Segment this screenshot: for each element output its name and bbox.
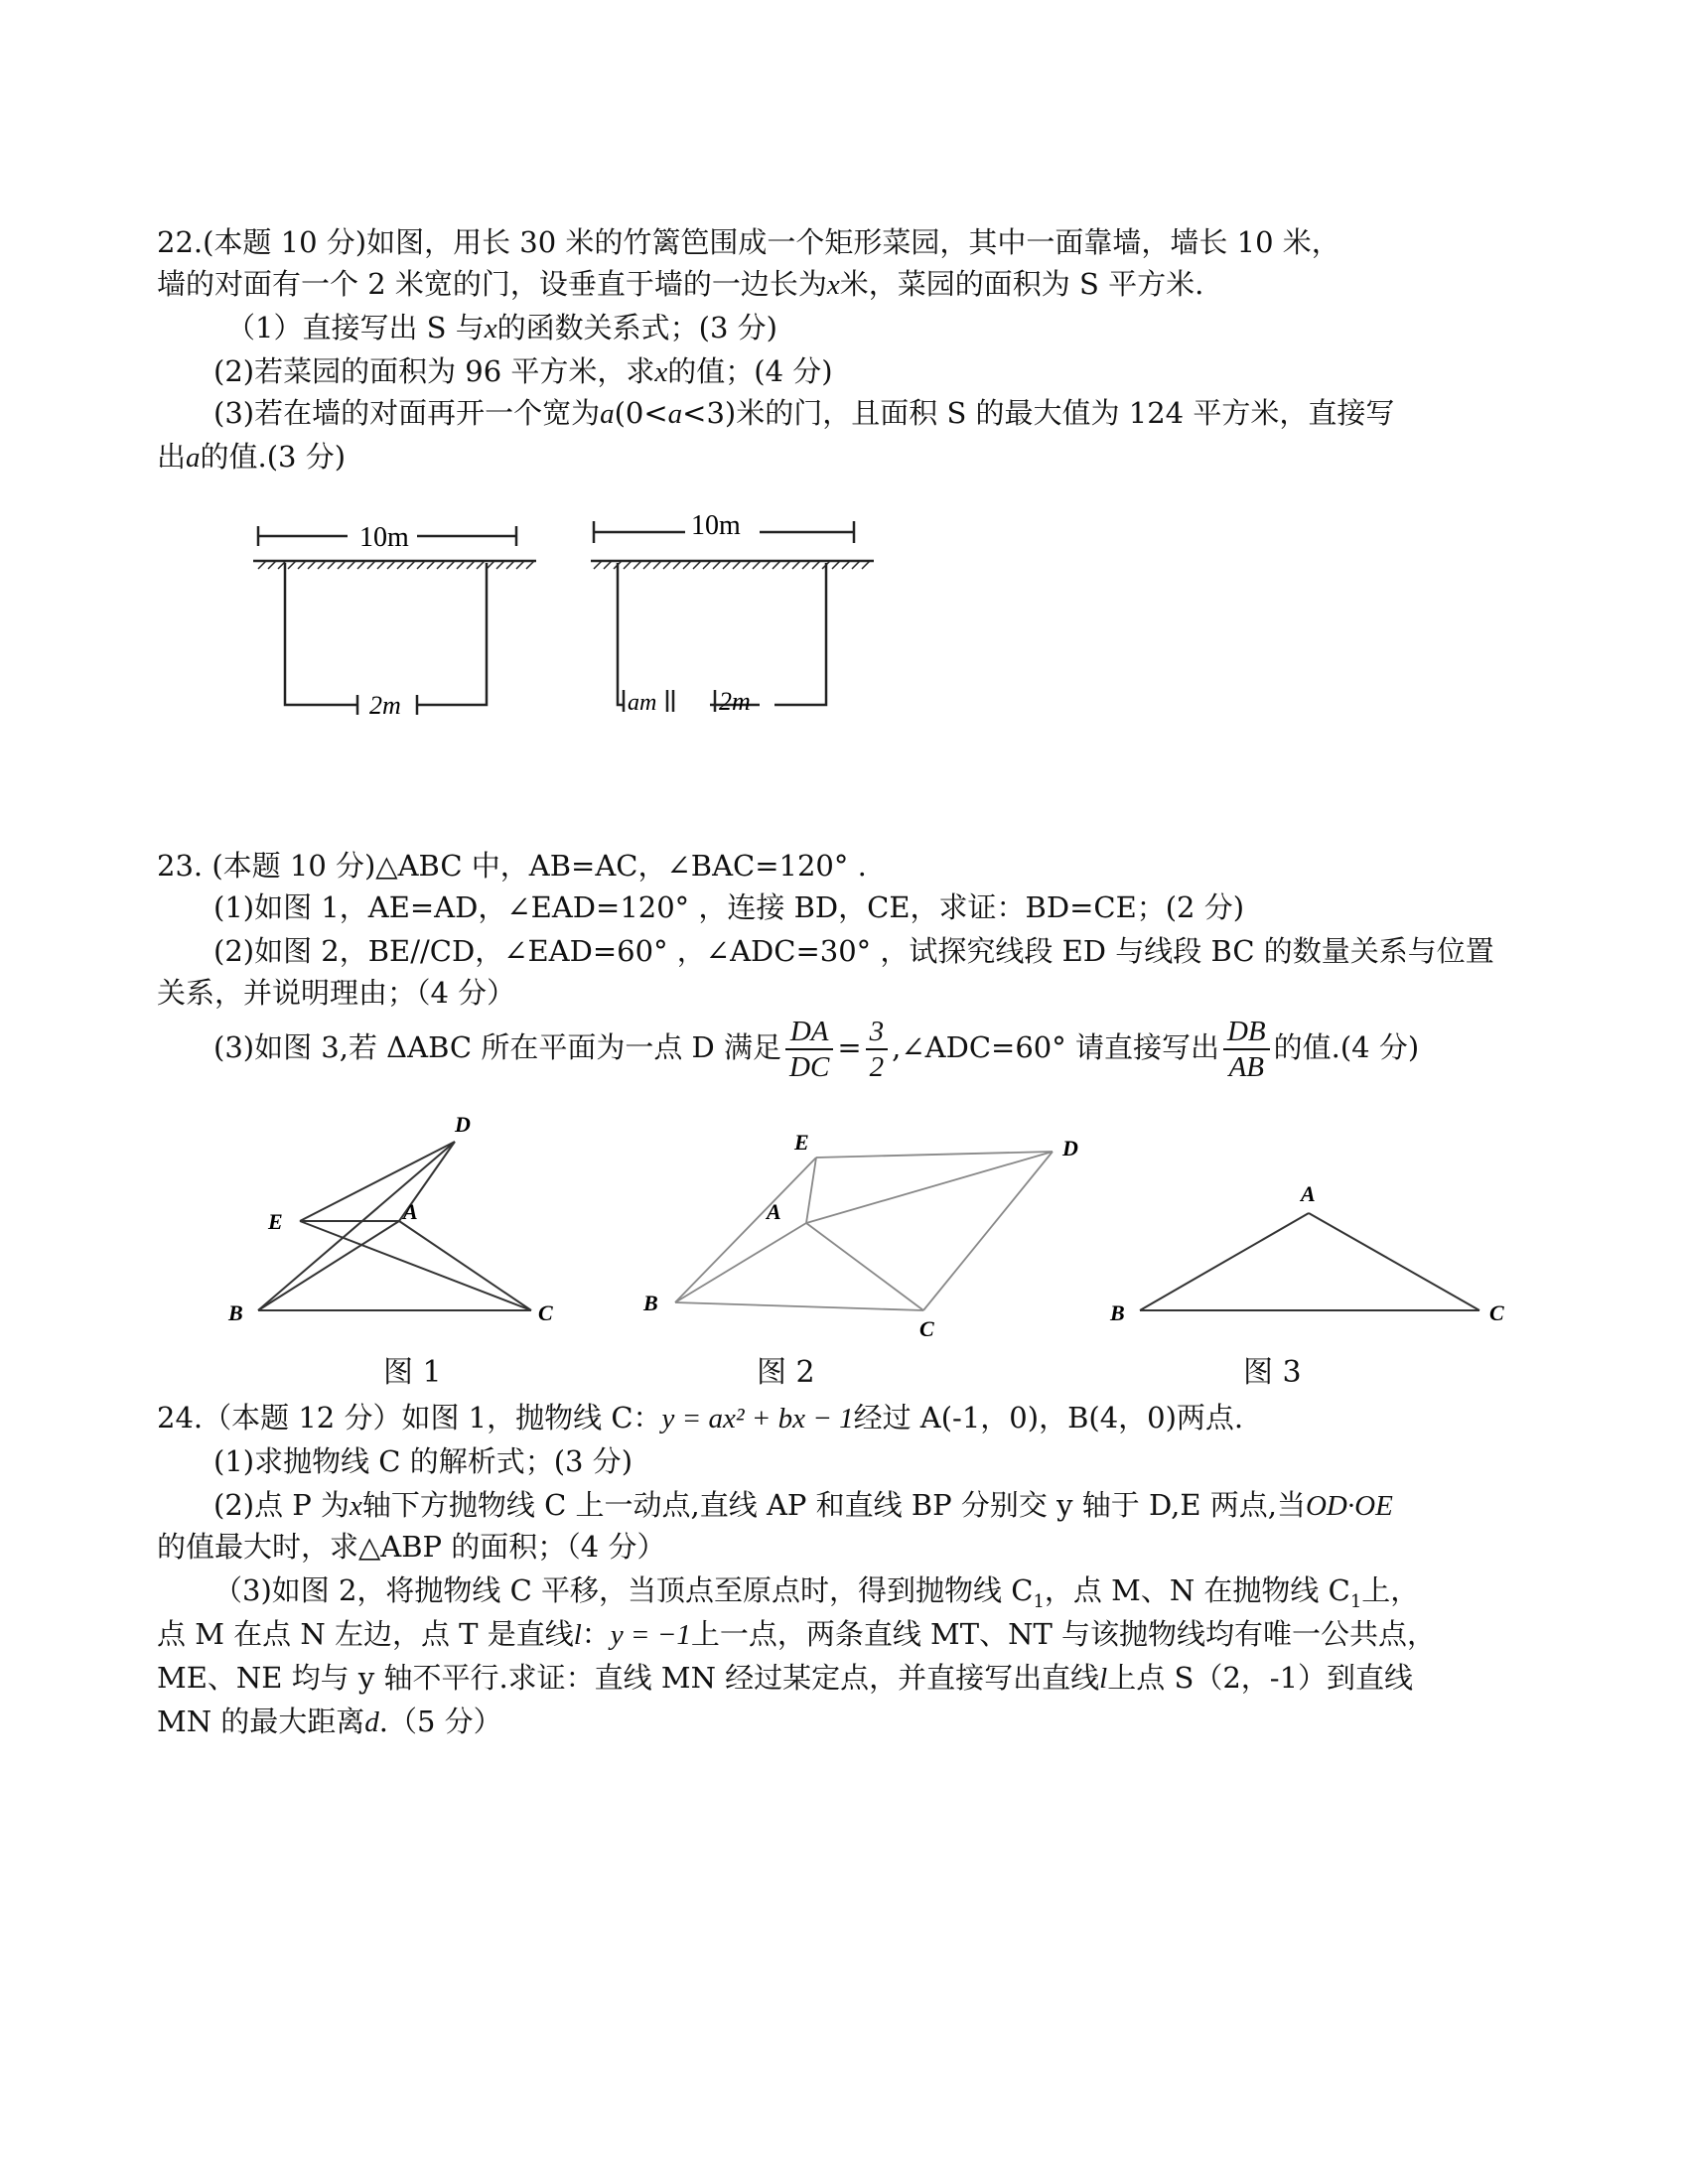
q22-line-2: 墙的对面有一个 2 米宽的门，设垂直于墙的一边长为x米，菜园的面积为 S 平方米.	[157, 267, 1204, 301]
point-a-label: A	[1301, 1181, 1316, 1206]
figure-1-caption: 图 1	[383, 1355, 442, 1390]
point-d-label: D	[1062, 1136, 1078, 1160]
q23-figure-3	[1102, 1171, 1519, 1330]
door-width-label: 2m	[719, 687, 751, 716]
fraction-da-dc: $\frac{DA}{DC}$	[785, 1015, 833, 1084]
q22-part-1: （1）直接写出 S 与x的函数关系式；(3 分)	[226, 311, 777, 344]
q24-part-3-line-4: MN 的最大距离d.（5 分）	[157, 1705, 502, 1738]
q22-line-1: 22.(本题 10 分)如图，用长 30 米的竹篱笆围成一个矩形菜园，其中一面靠墙，墙长 10 米，	[157, 225, 1340, 259]
q23-part-2: (2)如图 2，BE//CD，∠EAD=60° ，∠ADC=30° ，试探究线段 ED 与线段 BC 的数量关系与位置	[213, 934, 1494, 968]
q22-figure-garden-one-door	[248, 506, 546, 725]
q23-line-1: 23. (本题 10 分)△ABC 中，AB=AC，∠BAC=120° .	[157, 849, 867, 883]
point-d-label: D	[455, 1112, 471, 1137]
q23-part-3: (3)如图 3,若 ΔABC 所在平面为一点 D 满足 $\frac{DA}{DC}$ = $\frac{3}{2}$ ,∠ADC=60° 请直接写出 $\frac{DB}{AB}$ 的值.(4 分)	[213, 1016, 1420, 1083]
point-b-label: B	[1110, 1300, 1125, 1325]
q22-figure-garden-two-doors	[586, 501, 884, 725]
point-a-label: A	[767, 1199, 781, 1224]
q24-part-2-cont: 的值最大时，求△ABP 的面积；（4 分）	[157, 1530, 666, 1564]
q24-part-3: （3)如图 2，将抛物线 C 平移，当顶点至原点时，得到抛物线 $C_1$，点 M、N 在抛物线 $C_1$上，	[213, 1573, 1420, 1612]
point-b-label: B	[643, 1291, 658, 1315]
wall-length-label: 10m	[359, 522, 409, 553]
q24-part-2: (2)点 P 为x轴下方抛物线 C 上一动点,直线 AP 和直线 BP 分别交 y 轴于 D,E 两点,当OD·OE	[213, 1488, 1393, 1522]
point-c-label: C	[538, 1300, 553, 1325]
q23-figure-1	[218, 1112, 576, 1340]
parabola-equation: y = ax² + bx − 1	[661, 1403, 854, 1434]
q22-part-3: (3)若在墙的对面再开一个宽为a(0<a<3)米的门，且面积 S 的最大值为 124 平方米，直接写	[213, 396, 1395, 430]
q24-part-1: (1)求抛物线 C 的解析式；(3 分)	[213, 1444, 633, 1478]
q24-line-1: 24.（本题 12 分）如图 1，抛物线 C：y = ax² + bx − 1经过 A(-1，0)，B(4，0)两点.	[157, 1401, 1244, 1434]
point-c-label: C	[1489, 1300, 1504, 1325]
q23-figure-2	[626, 1112, 1102, 1340]
door-a-width-label: am	[628, 690, 657, 716]
q24-part-3-line-2: 点 M 在点 N 左边，点 T 是直线l：y = −1上一点，两条直线 MT、NT 与该抛物线均有唯一公共点，	[157, 1617, 1437, 1651]
fraction-3-2: $\frac{3}{2}$	[866, 1015, 889, 1084]
point-b-label: B	[228, 1300, 243, 1325]
point-e-label: E	[794, 1130, 809, 1155]
q23-part-1: (1)如图 1，AE=AD，∠EAD=120° ，连接 BD，CE，求证：BD=CE；(2 分)	[213, 890, 1245, 924]
point-a-label: A	[403, 1199, 418, 1224]
point-e-label: E	[268, 1209, 283, 1234]
figure-3-caption: 图 3	[1243, 1355, 1302, 1390]
q22-part-3-cont: 出a的值.(3 分)	[157, 440, 347, 474]
door-width-label: 2m	[369, 691, 401, 720]
q22-part-2: (2)若菜园的面积为 96 平方米，求x的值；(4 分)	[213, 354, 833, 388]
point-c-label: C	[919, 1316, 934, 1340]
q23-part-2-cont: 关系，并说明理由；（4 分）	[157, 976, 516, 1010]
wall-length-label: 10m	[691, 510, 741, 541]
q24-part-3-line-3: ME、NE 均与 y 轴不平行.求证：直线 MN 经过某定点，并直接写出直线l上点 S（2，-1）到直线	[157, 1661, 1414, 1695]
fraction-db-ab: $\frac{DB}{AB}$	[1223, 1015, 1270, 1084]
figure-2-caption: 图 2	[757, 1355, 815, 1390]
